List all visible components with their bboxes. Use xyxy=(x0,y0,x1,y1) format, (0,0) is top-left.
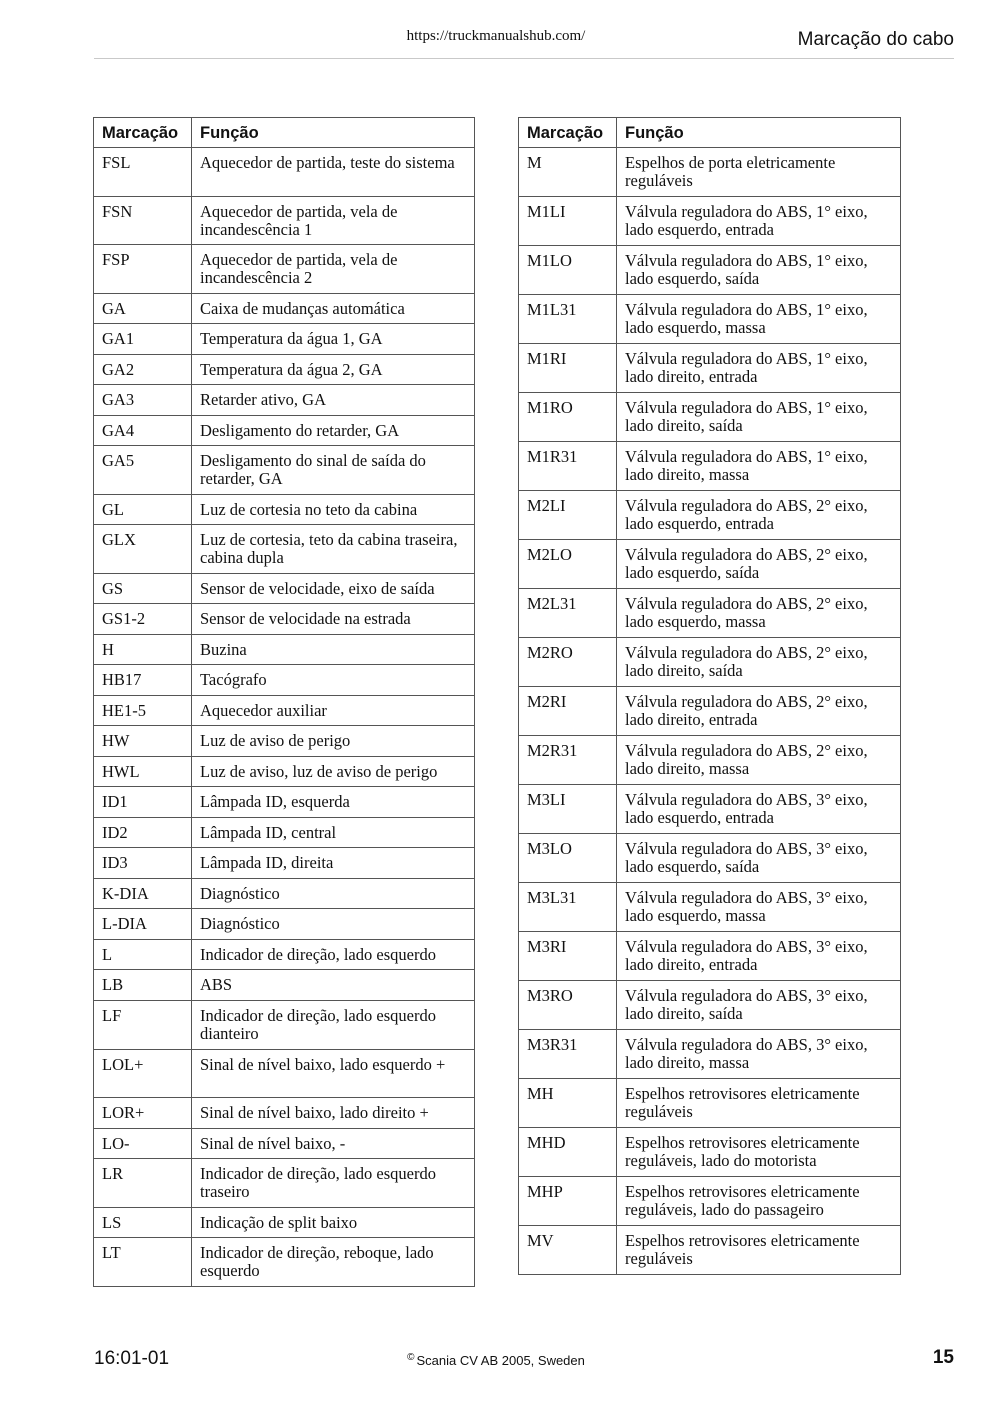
table-row xyxy=(94,354,475,385)
table-row xyxy=(94,525,475,574)
marking-cell: M3LI xyxy=(519,785,617,834)
table-row xyxy=(519,393,901,442)
function-cell: Válvula reguladora do ABS, 1° eixo, lado direito, saída xyxy=(617,393,901,442)
table-body xyxy=(519,148,901,1275)
table-row xyxy=(519,148,901,197)
function-cell: Temperatura da água 1, GA xyxy=(192,324,475,355)
marking-cell: GA2 xyxy=(94,354,192,385)
column-header-function: Função xyxy=(192,118,475,148)
table-row xyxy=(94,1207,475,1238)
section-title: Marcação do cabo xyxy=(797,29,954,50)
function-cell: Lâmpada ID, direita xyxy=(192,848,475,879)
column-header-marking: Marcação xyxy=(94,118,192,148)
marking-cell: MV xyxy=(519,1226,617,1275)
function-cell: Válvula reguladora do ABS, 2° eixo, lado esquerdo, entrada xyxy=(617,491,901,540)
table-row xyxy=(519,491,901,540)
marking-cell: M3RO xyxy=(519,981,617,1030)
marking-cell: M2LI xyxy=(519,491,617,540)
marking-cell: LO- xyxy=(94,1128,192,1159)
table-row xyxy=(94,970,475,1001)
marking-cell: M3LO xyxy=(519,834,617,883)
copyright-notice xyxy=(0,1352,992,1368)
function-cell: Válvula reguladora do ABS, 2° eixo, lado esquerdo, saída xyxy=(617,540,901,589)
table-row xyxy=(519,197,901,246)
table-row xyxy=(94,148,475,197)
function-cell: Espelhos retrovisores eletricamente reguláveis, lado do passageiro xyxy=(617,1177,901,1226)
table-body xyxy=(94,148,475,1287)
table-row xyxy=(519,246,901,295)
marking-cell: M1LI xyxy=(519,197,617,246)
table-row xyxy=(94,604,475,635)
table-row xyxy=(519,295,901,344)
marking-cell: M2LO xyxy=(519,540,617,589)
page-number: 15 xyxy=(932,1347,954,1368)
document-code: 16:01-01 xyxy=(94,1348,170,1369)
function-cell: Indicação de split baixo xyxy=(192,1207,475,1238)
marking-cell: M2L31 xyxy=(519,589,617,638)
function-cell: Desligamento do sinal de saída do retarder, GA xyxy=(192,446,475,495)
function-cell: Válvula reguladora do ABS, 2° eixo, lado direito, massa xyxy=(617,736,901,785)
function-cell: Luz de cortesia, teto da cabina traseira, cabina dupla xyxy=(192,525,475,574)
table-row xyxy=(94,848,475,879)
function-cell: Lâmpada ID, esquerda xyxy=(192,787,475,818)
column-header-function: Função xyxy=(617,118,901,148)
column-header-marking: Marcação xyxy=(519,118,617,148)
function-cell: Espelhos retrovisores eletricamente reguláveis xyxy=(617,1226,901,1275)
table-row xyxy=(94,196,475,245)
marking-cell: M3RI xyxy=(519,932,617,981)
table-row xyxy=(519,344,901,393)
marking-cell: M2RI xyxy=(519,687,617,736)
table-row xyxy=(94,385,475,416)
marking-cell: HWL xyxy=(94,756,192,787)
function-cell: Indicador de direção, lado esquerdo traseiro xyxy=(192,1159,475,1208)
marking-cell: FSL xyxy=(94,148,192,197)
table-row xyxy=(94,573,475,604)
table-row xyxy=(519,540,901,589)
marking-cell: M1LO xyxy=(519,246,617,295)
table-row xyxy=(519,687,901,736)
table-row xyxy=(94,1098,475,1129)
table-row xyxy=(519,638,901,687)
function-cell: Retarder ativo, GA xyxy=(192,385,475,416)
function-cell: Válvula reguladora do ABS, 2° eixo, lado esquerdo, massa xyxy=(617,589,901,638)
marking-cell: ID3 xyxy=(94,848,192,879)
table-row xyxy=(94,695,475,726)
marking-cell: HW xyxy=(94,726,192,757)
function-cell: Tacógrafo xyxy=(192,665,475,696)
function-cell: Válvula reguladora do ABS, 2° eixo, lado direito, saída xyxy=(617,638,901,687)
function-cell: Diagnóstico xyxy=(192,878,475,909)
marking-cell: GLX xyxy=(94,525,192,574)
function-cell: Sinal de nível baixo, - xyxy=(192,1128,475,1159)
marking-cell: K-DIA xyxy=(94,878,192,909)
function-cell: Sensor de velocidade, eixo de saída xyxy=(192,573,475,604)
marking-cell: GA3 xyxy=(94,385,192,416)
function-cell: Válvula reguladora do ABS, 3° eixo, lado esquerdo, massa xyxy=(617,883,901,932)
marking-cell: HB17 xyxy=(94,665,192,696)
table-row xyxy=(94,909,475,940)
table-row xyxy=(519,1030,901,1079)
function-cell: Buzina xyxy=(192,634,475,665)
function-cell: Válvula reguladora do ABS, 3° eixo, lado esquerdo, entrada xyxy=(617,785,901,834)
marking-cell: LB xyxy=(94,970,192,1001)
function-cell: ABS xyxy=(192,970,475,1001)
function-cell: Temperatura da água 2, GA xyxy=(192,354,475,385)
marking-cell: MH xyxy=(519,1079,617,1128)
table-row xyxy=(94,756,475,787)
function-cell: Válvula reguladora do ABS, 3° eixo, lado esquerdo, saída xyxy=(617,834,901,883)
function-cell: Válvula reguladora do ABS, 1° eixo, lado esquerdo, saída xyxy=(617,246,901,295)
function-cell: Válvula reguladora do ABS, 1° eixo, lado direito, entrada xyxy=(617,344,901,393)
marking-cell: M3R31 xyxy=(519,1030,617,1079)
marking-cell: M2R31 xyxy=(519,736,617,785)
marking-cell: M2RO xyxy=(519,638,617,687)
table-row xyxy=(94,726,475,757)
table-row xyxy=(94,446,475,495)
copyright-symbol: © xyxy=(407,1352,415,1363)
marking-cell: GA5 xyxy=(94,446,192,495)
function-cell: Indicador de direção, lado esquerdo xyxy=(192,939,475,970)
function-cell: Válvula reguladora do ABS, 1° eixo, lado direito, massa xyxy=(617,442,901,491)
function-cell: Diagnóstico xyxy=(192,909,475,940)
marking-cell: ID1 xyxy=(94,787,192,818)
marking-cell: LOR+ xyxy=(94,1098,192,1129)
marking-cell: MHD xyxy=(519,1128,617,1177)
marking-cell: LS xyxy=(94,1207,192,1238)
marking-cell: M1L31 xyxy=(519,295,617,344)
function-cell: Sensor de velocidade na estrada xyxy=(192,604,475,635)
marking-cell: GS1-2 xyxy=(94,604,192,635)
table-header-row xyxy=(519,118,901,148)
function-cell: Válvula reguladora do ABS, 2° eixo, lado direito, entrada xyxy=(617,687,901,736)
marking-cell: LF xyxy=(94,1000,192,1049)
function-cell: Válvula reguladora do ABS, 1° eixo, lado esquerdo, massa xyxy=(617,295,901,344)
marking-cell: GA xyxy=(94,293,192,324)
function-cell: Aquecedor de partida, vela de incandescência 1 xyxy=(192,196,475,245)
marking-cell: LT xyxy=(94,1238,192,1287)
table-row xyxy=(94,415,475,446)
table-row xyxy=(94,1000,475,1049)
function-cell: Sinal de nível baixo, lado esquerdo + xyxy=(192,1049,475,1098)
marking-cell: GS xyxy=(94,573,192,604)
cable-marking-table-right xyxy=(518,117,901,1275)
function-cell: Aquecedor de partida, vela de incandescência 2 xyxy=(192,245,475,294)
table-row xyxy=(519,589,901,638)
marking-cell: GA4 xyxy=(94,415,192,446)
table-row xyxy=(94,665,475,696)
table-row xyxy=(519,1079,901,1128)
marking-cell: LOL+ xyxy=(94,1049,192,1098)
function-cell: Desligamento do retarder, GA xyxy=(192,415,475,446)
marking-cell: M1R31 xyxy=(519,442,617,491)
function-cell: Luz de aviso de perigo xyxy=(192,726,475,757)
table-row xyxy=(519,981,901,1030)
marking-cell: FSN xyxy=(94,196,192,245)
function-cell: Aquecedor auxiliar xyxy=(192,695,475,726)
marking-cell: M3L31 xyxy=(519,883,617,932)
copyright-text: Scania CV AB 2005, Sweden xyxy=(416,1353,585,1368)
table-row xyxy=(94,245,475,294)
marking-cell: MHP xyxy=(519,1177,617,1226)
marking-cell: M1RO xyxy=(519,393,617,442)
table-row xyxy=(94,787,475,818)
function-cell: Espelhos de porta eletricamente reguláveis xyxy=(617,148,901,197)
marking-cell: GA1 xyxy=(94,324,192,355)
function-cell: Válvula reguladora do ABS, 3° eixo, lado direito, entrada xyxy=(617,932,901,981)
function-cell: Válvula reguladora do ABS, 3° eixo, lado direito, saída xyxy=(617,981,901,1030)
function-cell: Espelhos retrovisores eletricamente reguláveis, lado do motorista xyxy=(617,1128,901,1177)
table-row xyxy=(94,293,475,324)
function-cell: Válvula reguladora do ABS, 1° eixo, lado esquerdo, entrada xyxy=(617,197,901,246)
table-row xyxy=(519,1177,901,1226)
table-row xyxy=(519,785,901,834)
table-row xyxy=(519,834,901,883)
table-row xyxy=(94,324,475,355)
marking-cell: ID2 xyxy=(94,817,192,848)
table-row xyxy=(519,883,901,932)
function-cell: Lâmpada ID, central xyxy=(192,817,475,848)
table-row xyxy=(94,817,475,848)
function-cell: Aquecedor de partida, teste do sistema xyxy=(192,148,475,197)
function-cell: Indicador de direção, reboque, lado esquerdo xyxy=(192,1238,475,1287)
marking-cell: FSP xyxy=(94,245,192,294)
function-cell: Indicador de direção, lado esquerdo dianteiro xyxy=(192,1000,475,1049)
marking-cell: M xyxy=(519,148,617,197)
cable-marking-table-left xyxy=(93,117,475,1287)
function-cell: Caixa de mudanças automática xyxy=(192,293,475,324)
table-row xyxy=(94,1238,475,1287)
marking-cell: GL xyxy=(94,494,192,525)
function-cell: Sinal de nível baixo, lado direito + xyxy=(192,1098,475,1129)
marking-cell: L-DIA xyxy=(94,909,192,940)
table-row xyxy=(94,494,475,525)
table-row xyxy=(94,1049,475,1098)
table-row xyxy=(94,634,475,665)
table-row xyxy=(519,1128,901,1177)
table-row xyxy=(519,442,901,491)
table-row xyxy=(94,939,475,970)
function-cell: Espelhos retrovisores eletricamente reguláveis xyxy=(617,1079,901,1128)
marking-cell: L xyxy=(94,939,192,970)
table-header-row xyxy=(94,118,475,148)
function-cell: Luz de cortesia no teto da cabina xyxy=(192,494,475,525)
table-row xyxy=(94,1128,475,1159)
marking-cell: H xyxy=(94,634,192,665)
table-row xyxy=(519,932,901,981)
table-row xyxy=(519,1226,901,1275)
marking-cell: LR xyxy=(94,1159,192,1208)
header-url: https://truckmanualshub.com/ xyxy=(406,28,586,44)
marking-cell: M1RI xyxy=(519,344,617,393)
function-cell: Luz de aviso, luz de aviso de perigo xyxy=(192,756,475,787)
header-divider xyxy=(94,58,954,59)
function-cell: Válvula reguladora do ABS, 3° eixo, lado direito, massa xyxy=(617,1030,901,1079)
table-row xyxy=(94,878,475,909)
marking-cell: HE1-5 xyxy=(94,695,192,726)
table-row xyxy=(519,736,901,785)
table-row xyxy=(94,1159,475,1208)
